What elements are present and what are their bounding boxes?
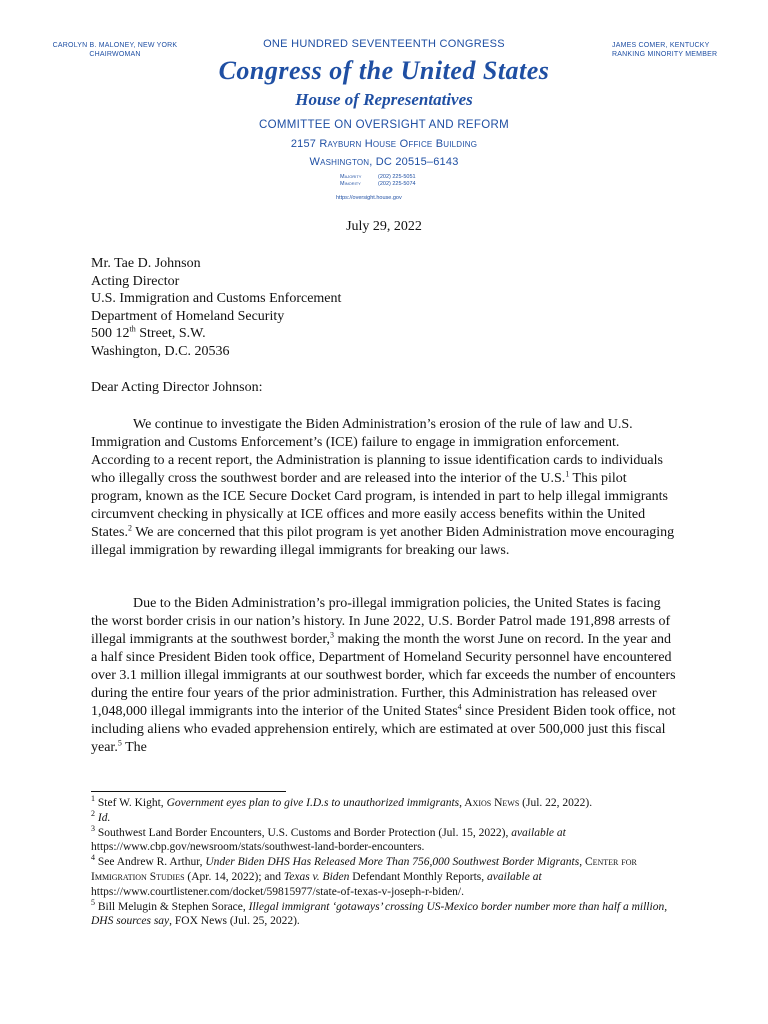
footnotes [91, 796, 681, 929]
footnote-4-author: See Andrew R. Arthur, [95, 856, 206, 869]
recipient-department: Department of Homeland Security [91, 308, 285, 324]
majority-label: Majority [340, 174, 362, 180]
footnote-4 [91, 855, 681, 899]
p2-text-b: making the month the worst June on record. In the year and a half since President Biden took office, Department of Homeland Security personnel have encountered over 3.1 million illegal immigrants at our southwest border, which far exceeds the number of encounters during the entire four years of the prior administration. Further, this Administration has released over 1,048,000 illegal immigrants into the interior of the United States [91, 632, 676, 719]
chair-block [50, 41, 180, 59]
footnote-4-source: , Center for Immigration Studies [91, 856, 637, 883]
footnote-5-source: , FOX News (Jul. 25, 2022). [169, 915, 300, 928]
footnote-1 [91, 796, 681, 811]
footnote-3-number: 3 [91, 823, 95, 833]
footnote-ref-5[interactable]: 5 [117, 738, 122, 748]
footnote-1-author: Stef W. Kight, [95, 797, 167, 809]
ranking-member-title: RANKING MINORITY MEMBER [612, 51, 718, 58]
minority-phone-row [340, 181, 416, 188]
congress-number: ONE HUNDRED SEVENTEENTH CONGRESS [263, 38, 505, 50]
majority-phone-row [340, 174, 416, 181]
footnote-1-source: , Axios News [459, 797, 520, 809]
minority-label: Minority [340, 181, 361, 187]
footnote-2-number: 2 [91, 808, 95, 818]
chair-title: CHAIRWOMAN [89, 51, 141, 58]
footnote-3-text: Southwest Land Border Encounters, U.S. Customs and Border Protection (Jul. 15, 2022), [95, 826, 512, 839]
majority-phone: (202) 225-5051 [378, 174, 416, 180]
recipient-name: Mr. Tae D. Johnson [91, 256, 201, 271]
p1-text-c: We are concerned that this pilot program is yet another Biden Administration move encouraging illegal immigration by rewarding illegal immigrants for breaking our laws. [91, 525, 675, 558]
recipient-street [91, 325, 341, 343]
congress-title: Congress of the United States [218, 56, 550, 85]
recipient-address [91, 255, 341, 360]
p2-text-c: since President Biden took office, not including aliens who evaded apprehension entirely, which are estimated at over 500,000 just this fiscal year. [91, 704, 676, 755]
street-number: 500 12 [91, 326, 130, 341]
footnote-4-available-at: available at [487, 870, 542, 883]
address-line-1: 2157 Rayburn House Office Building [290, 138, 478, 150]
p2-text-a: Due to the Biden Administration’s pro-illegal immigration policies, the United States is facing the worst border crisis in our nation’s history. In June 2022, U.S. Border Patrol made 191,898 arrests of illegal immigrants at the southwest border, [91, 596, 671, 647]
footnote-ref-2[interactable]: 2 [127, 523, 132, 533]
footnote-divider [91, 791, 286, 792]
footnote-4-title: Under Biden DHS Has Released More Than 756,000 Southwest Border Migrants [205, 856, 580, 869]
footnote-3 [91, 823, 681, 856]
footnote-3-url[interactable]: https://www.cbp.gov/newsroom/stats/southwest-land-border-encounters. [91, 841, 425, 854]
street-ordinal: th [129, 324, 136, 334]
body-paragraph-1 [91, 416, 677, 560]
letter-date: July 29, 2022 [346, 219, 422, 234]
recipient-agency: U.S. Immigration and Customs Enforcement [91, 291, 342, 306]
footnote-1-date: (Jul. 22, 2022). [519, 797, 593, 809]
footnote-5-author: Bill Melugin & Stephen Sorace, [95, 900, 249, 913]
p2-text-d: The [121, 740, 147, 755]
footnote-5-title: Illegal immigrant ‘gotaways’ crossing US-Mexico border number more than half a million, DHS sources say [91, 900, 668, 928]
street-name: Street, S.W. [135, 326, 206, 341]
footnote-4-case: Texas v. Biden [283, 870, 350, 883]
footnote-2-text: Id. [95, 811, 111, 824]
phone-block [340, 174, 416, 188]
committee-name: COMMITTEE ON OVERSIGHT AND REFORM [259, 119, 509, 131]
footnote-ref-1[interactable]: 1 [565, 469, 570, 479]
website-link[interactable]: https://oversight.house.gov [336, 195, 402, 201]
footnote-ref-3[interactable]: 3 [329, 630, 334, 640]
house-title: House of Representatives [295, 90, 473, 109]
footnote-4-date: (Apr. 14, 2022); and [184, 870, 284, 883]
ranking-member-name: JAMES COMER, KENTUCKY [612, 42, 710, 49]
footnote-4-reports: Defendant Monthly Reports, [349, 870, 488, 883]
ranking-member-block [612, 41, 727, 59]
footnote-3-available-at: available at [511, 826, 566, 839]
footnote-4-url[interactable]: https://www.courtlistener.com/docket/59815977/state-of-texas-v-joseph-r-biden/. [91, 885, 465, 898]
recipient-title: Acting Director [91, 273, 180, 289]
footnote-5-number: 5 [91, 897, 95, 907]
p1-text-a: We continue to investigate the Biden Administration’s erosion of the rule of law and U.S. Immigration and Customs Enforcement’s (ICE) failure to engage in immigration enforcement. According to a recent report, the Administration is planning to issue identification cards to individuals who illegally cross the southwest border and are released into the interior of the U.S. [91, 417, 663, 486]
footnote-1-title: Government eyes plan to give I.D.s to unauthorized immigrants [166, 797, 460, 809]
footnote-4-number: 4 [91, 853, 95, 863]
minority-phone: (202) 225-5074 [378, 181, 416, 187]
footnote-2 [91, 808, 681, 826]
footnote-ref-4[interactable]: 4 [457, 702, 462, 712]
body-paragraph-2 [91, 595, 677, 757]
salutation: Dear Acting Director Johnson: [91, 380, 263, 395]
p1-text-b: This pilot program, known as the ICE Secure Docket Card program, is intended in part to help illegal immigrants circumvent checking in physically at ICE offices and more easily access benefits within the United States. [91, 471, 668, 540]
footnote-5 [91, 897, 681, 930]
recipient-city: Washington, D.C. 20536 [91, 343, 230, 359]
address-line-2: Washington, DC 20515–6143 [309, 156, 459, 168]
chair-name: CAROLYN B. MALONEY, NEW YORK [52, 42, 178, 49]
footnote-1-number: 1 [91, 794, 95, 804]
